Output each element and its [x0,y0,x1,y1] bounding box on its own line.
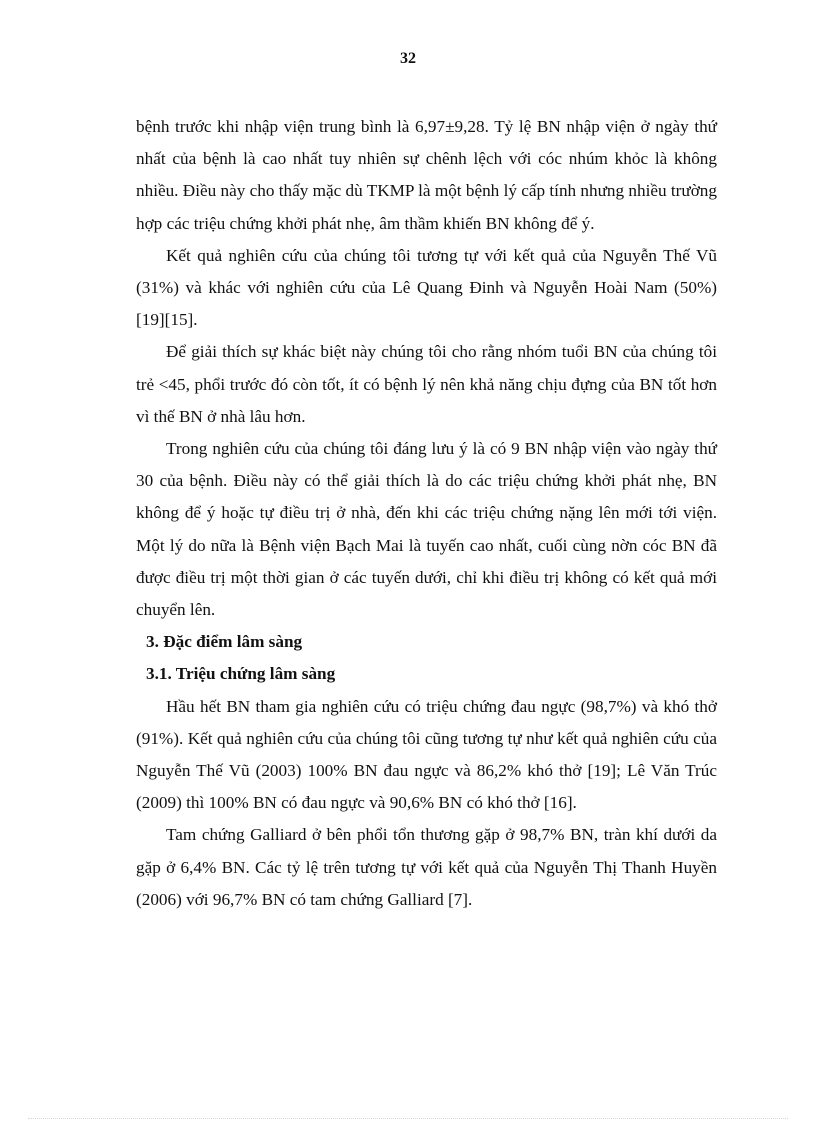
paragraph: Trong nghiên cứu của chúng tôi đáng lưu ý là có 9 BN nhập viện vào ngày thứ 30 của bệnh. Điều này có thể giải thích là do các triệu chứng khởi phát nhẹ, BN không để ý hoặc tự điều trị ở nhà, đến khi các triệu chứng nặng lên mới tới viện. Một lý do nữa là Bệnh viện Bạch Mai là tuyến cao nhất, cuối cùng nờn cóc BN đã được điều trị một thời gian ở các tuyến dưới, chỉ khi điều trị không có kết quả mới chuyển lên. [136,439,717,620]
subsection-heading: 3.1. Triệu chứng lâm sàng [146,664,336,684]
page-number: 32 [400,50,416,67]
paragraph: Hầu hết BN tham gia nghiên cứu có triệu chứng đau ngực (98,7%) và khó thở (91%). Kết quả nghiên cứu của chúng tôi cũng tương tự như kết quả nghiên cứu của Nguyễn Thế Vũ (2003) 100% BN đau ngực và 86,2% khó thở [19]; Lê Văn Trúc (2009) thì 100% BN có đau ngực và 90,6% BN có khó thở [16]. [136,696,717,813]
document-body [136,111,717,916]
paragraph: Kết quả nghiên cứu của chúng tôi tương tự với kết quả của Nguyễn Thế Vũ (31%) và khác với nghiên cứu của Lê Quang Đinh và Nguyễn Hoài Nam (50%) [19][15]. [136,245,717,330]
section-heading: 3. Đặc điểm lâm sàng [146,632,303,652]
page-bottom-divider [28,1118,788,1119]
paragraph-continuation: bệnh trước khi nhập viện trung bình là 6,97±9,28. Tỷ lệ BN nhập viện ở ngày thứ nhất của bệnh là cao nhất tuy nhiên sự chênh lệch với cóc nhúm khỏc là không nhiều. Điều này cho thấy mặc dù TKMP là một bệnh lý cấp tính nhưng nhiều trường hợp các triệu chứng khởi phát nhẹ, âm thầm khiến BN không để ý. [136,117,717,233]
paragraph: Tam chứng Galliard ở bên phổi tổn thương gặp ở 98,7% BN, tràn khí dưới da gặp ở 6,4% BN. Các tỷ lệ trên tương tự với kết quả của Nguyễn Thị Thanh Huyền (2006) với 96,7% BN có tam chứng Galliard [7]. [136,825,717,909]
paragraph: Để giải thích sự khác biệt này chúng tôi cho rằng nhóm tuổi BN của chúng tôi trẻ <45, phổi trước đó còn tốt, ít có bệnh lý nên khả năng chịu đựng của BN tốt hơn vì thế BN ở nhà lâu hơn. [136,342,717,426]
